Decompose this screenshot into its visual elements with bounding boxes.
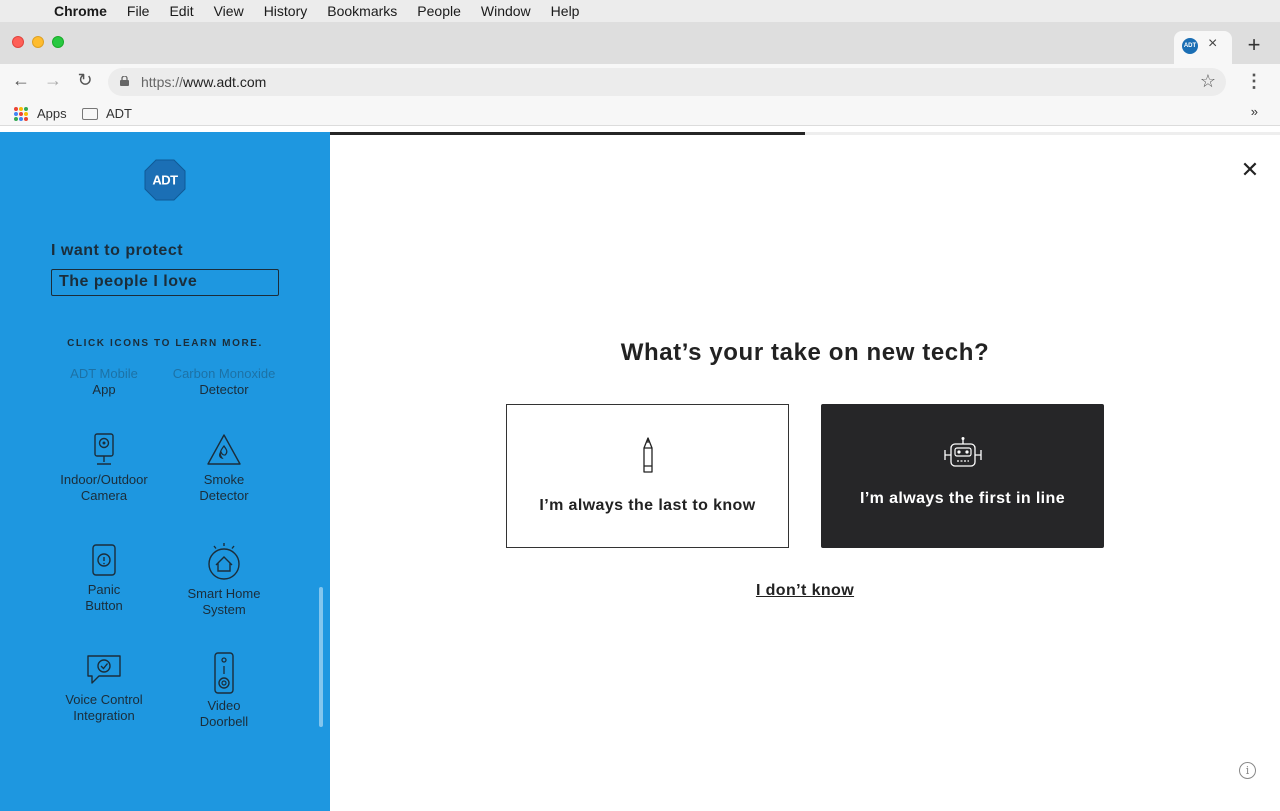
- info-icon[interactable]: i: [1239, 762, 1256, 779]
- menu-history[interactable]: History: [263, 3, 308, 19]
- sidebar: [0, 132, 330, 811]
- video-doorbell-icon: [207, 652, 241, 694]
- feature-label-line1: Carbon Monoxide: [172, 366, 276, 381]
- progress-bar-fill: [330, 132, 805, 135]
- bookmark-apps-label: Apps: [37, 106, 67, 121]
- tab-strip: [0, 22, 1280, 64]
- option-last-to-know[interactable]: [506, 404, 789, 548]
- feature-voice-control[interactable]: [44, 652, 164, 724]
- option-first-in-line-label: I’m always the first in line: [859, 490, 1066, 507]
- page-content: [0, 127, 1280, 811]
- adt-octagon-icon: [144, 159, 186, 201]
- url-text: https://www.adt.com: [141, 74, 267, 90]
- feature-label-line2: App: [92, 382, 116, 397]
- feature-panic-button[interactable]: [44, 542, 164, 614]
- reload-icon[interactable]: ↻: [77, 70, 93, 90]
- adt-logo[interactable]: [144, 159, 186, 201]
- pencil-icon: [641, 437, 655, 475]
- os-menu-bar: [0, 0, 1280, 22]
- bookmark-folder-label: ADT: [106, 106, 132, 121]
- smoke-detector-icon: [206, 432, 242, 468]
- feature-label-line2: Button: [85, 598, 123, 613]
- bookmarks-bar: [0, 100, 1280, 126]
- adt-favicon-icon: ADT: [1182, 38, 1198, 54]
- feature-co-detector[interactable]: [164, 366, 284, 398]
- adt-logo-text: ADT: [152, 172, 178, 188]
- feature-label-line1: Smart Home: [187, 586, 261, 601]
- menu-people[interactable]: People: [417, 3, 461, 19]
- feature-label-line2: Detector: [199, 382, 249, 397]
- feature-label-line2: Detector: [199, 488, 249, 503]
- feature-label-line1: Smoke: [203, 472, 245, 487]
- voice-control-icon: [85, 652, 123, 688]
- menu-bookmarks[interactable]: Bookmarks: [327, 3, 398, 19]
- click-icons-hint: CLICK ICONS TO LEARN MORE.: [67, 338, 263, 349]
- close-icon[interactable]: ✕: [1240, 157, 1260, 182]
- menu-help[interactable]: Help: [550, 3, 580, 19]
- address-bar[interactable]: [108, 68, 1226, 96]
- robot-icon: [943, 436, 983, 468]
- sidebar-scrollbar[interactable]: [319, 587, 323, 727]
- bookmark-star-icon[interactable]: ☆: [1199, 71, 1216, 91]
- bookmark-apps[interactable]: [14, 106, 67, 121]
- feature-smoke-detector[interactable]: [164, 432, 284, 504]
- feature-label-line2: System: [202, 602, 246, 617]
- forward-arrow-icon[interactable]: →: [44, 70, 62, 90]
- feature-label-line1: Video: [207, 698, 241, 713]
- feature-video-doorbell[interactable]: [164, 652, 284, 730]
- feature-label-line1: Panic: [87, 582, 121, 597]
- bookmarks-overflow-icon[interactable]: »: [1250, 104, 1258, 119]
- feature-label-line2: Camera: [80, 488, 128, 503]
- new-tab-button[interactable]: +: [1247, 32, 1261, 57]
- feature-mobile-app[interactable]: [44, 366, 164, 398]
- tab-close-icon[interactable]: ×: [1208, 35, 1218, 52]
- feature-icon-grid: [44, 366, 284, 736]
- question-heading: What’s your take on new tech?: [620, 339, 990, 366]
- smart-home-icon: [204, 542, 244, 582]
- dont-know-link[interactable]: I don’t know: [755, 582, 855, 599]
- option-last-to-know-label: I’m always the last to know: [539, 497, 756, 514]
- window-zoom-button[interactable]: [52, 36, 64, 48]
- apps-grid-icon: [14, 107, 28, 121]
- bookmark-folder-adt[interactable]: [82, 106, 132, 121]
- panic-button-icon: [87, 542, 121, 578]
- protect-select[interactable]: The people I love: [51, 269, 279, 296]
- folder-icon: [82, 108, 98, 120]
- feature-label-line2: Doorbell: [199, 714, 249, 729]
- feature-label-line2: Integration: [73, 708, 135, 723]
- browser-tab[interactable]: [1174, 31, 1232, 64]
- progress-bar: [330, 132, 1280, 135]
- feature-label-line1: Voice Control: [65, 692, 143, 707]
- browser-toolbar: [0, 64, 1280, 100]
- back-arrow-icon[interactable]: ←: [12, 70, 30, 90]
- window-close-button[interactable]: [12, 36, 24, 48]
- feature-label-line1: Indoor/Outdoor: [60, 472, 148, 487]
- menu-view[interactable]: View: [213, 3, 244, 19]
- feature-camera[interactable]: [44, 432, 164, 504]
- menu-window[interactable]: Window: [480, 3, 531, 19]
- menu-file[interactable]: File: [126, 3, 150, 19]
- window-minimize-button[interactable]: [32, 36, 44, 48]
- camera-icon: [87, 432, 121, 468]
- option-first-in-line[interactable]: [821, 404, 1104, 548]
- feature-smart-home[interactable]: [164, 542, 284, 618]
- lock-icon: [120, 76, 129, 86]
- feature-label-line1: ADT Mobile: [70, 366, 138, 381]
- menu-app-name[interactable]: Chrome: [54, 3, 107, 19]
- menu-edit[interactable]: Edit: [169, 3, 194, 19]
- chrome-menu-icon[interactable]: ⋮: [1245, 71, 1263, 91]
- protect-label: I want to protect: [51, 242, 184, 259]
